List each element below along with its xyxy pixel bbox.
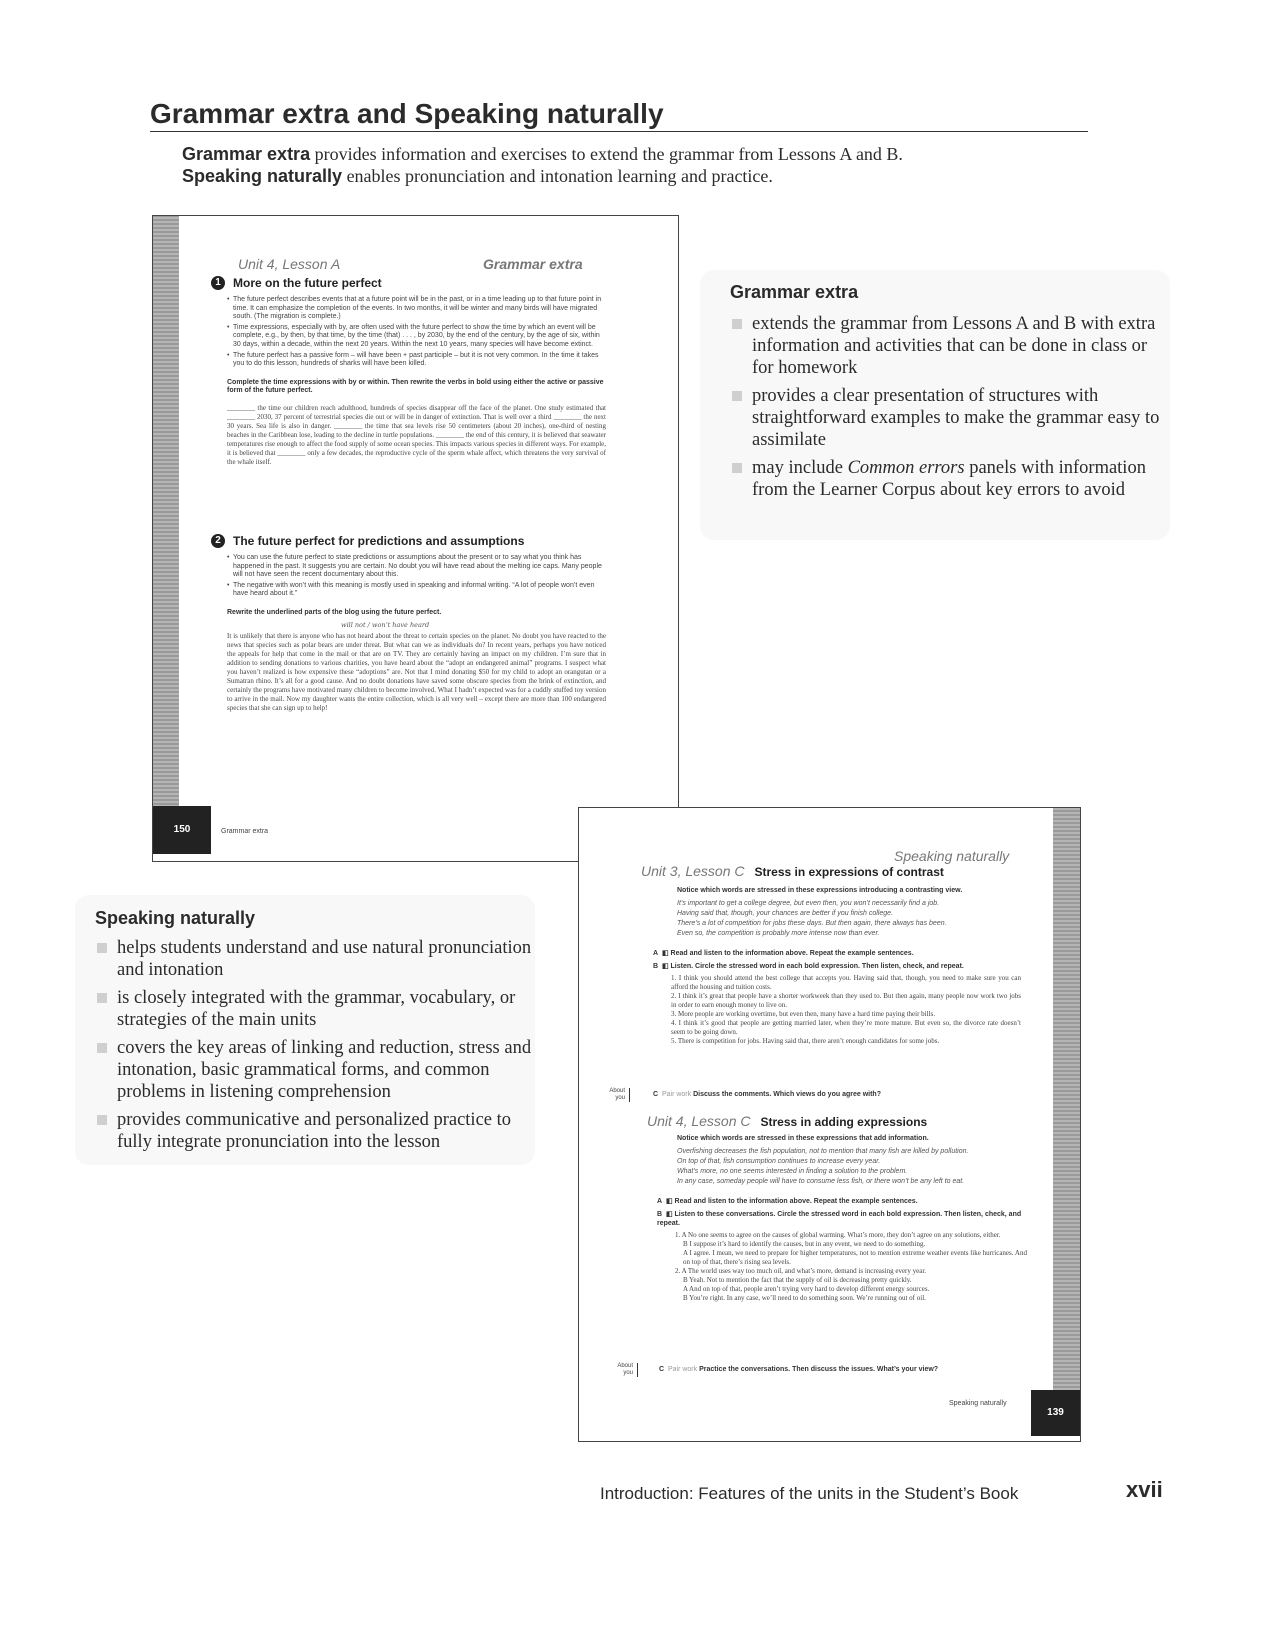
- grammar-callout-title: Grammar extra: [730, 282, 859, 302]
- speaking-lesson-1: [641, 863, 1021, 1046]
- speaking-callout-item: is closely integrated with the grammar, vocabulary, or strategies of the main units: [95, 987, 535, 1031]
- thumb-section-1-exercise: ________ the time our children reach adulthood, hundreds of species disappear off the face of the planet. One study estimated that ________ 2030, 37 percent of terrestrial species die out or will be in danger of extinction. That is well over a third ________ the next 30 years. Sea life is also in danger. ________ the time that sea levels rise 50 centimeters (about 20 inches), one-third of nesting beaches in the Caribbean lose, leading to the decline in turtle populations. ________ the end of this century, it is believed that seawater temperatures rise enough to affect the food supply of some ocean species. This impacts various species in different ways. For example, it is believed that ________ only a few decades, the reproductive cycle of the sperm whale affect, which threatens the very survival of the whale itself.: [227, 403, 606, 466]
- speaking-callout-item: provides communicative and personalized practice to fully integrate pronunciation into the lesson: [95, 1109, 535, 1153]
- audio-icon[interactable]: ◧: [665, 1197, 673, 1205]
- lesson-2-items: 1. A No one seems to agree on the causes of global warming. What’s more, they don’t agree on any solutions, either. B I suppose it’s hard to identify the causes, but in any event, we need to do something. A I agree. I mean, we need to prepare for higher temperatures, not to mention extreme weather events like hurricanes. And on top of that, there’s rising sea levels. 2. A The world uses way too much oil, and what’s more, demand is increasing every year. B Yeah. Not to mention the fact that the supply of oil is decreasing pretty quickly. A And on top of that, people aren’t trying very hard to develop different energy sources. B You’re right. In any case, we’ll need to do something soon. We’re running out of oil.: [675, 1230, 1027, 1302]
- speaking-callout-item: helps students understand and use natural pronunciation and intonation: [95, 937, 535, 981]
- thumb-section-1: [211, 276, 606, 467]
- section-number-badge: 2: [211, 534, 225, 548]
- exercise-a: A ◧ Read and listen to the information above. Repeat the example sentences.: [653, 949, 914, 957]
- thumb-section-2-heading: 2 The future perfect for predictions and assumptions: [211, 534, 606, 548]
- grammar-callout-list: [730, 313, 1160, 501]
- page-title: Grammar extra and Speaking naturally: [150, 98, 664, 129]
- handwritten-answer: will not / won’t have heard: [341, 621, 430, 630]
- exercise-a: A ◧ Read and listen to the information above. Repeat the example sentences.: [657, 1197, 918, 1205]
- thumb-section-2: [211, 534, 606, 713]
- thumb-page-number: 150: [153, 806, 211, 854]
- thumb-side-strip: [153, 216, 179, 841]
- section-number-badge: 1: [211, 276, 225, 290]
- intro-line-speaking: Speaking naturally enables pronunciation and intonation learning and practice.: [182, 166, 773, 186]
- speaking-callout: [95, 908, 535, 1159]
- audio-icon[interactable]: ◧: [665, 1210, 673, 1218]
- exercise-c: C Pair work Practice the conversations. Then discuss the issues. What’s your view?: [659, 1366, 939, 1373]
- grammar-extra-thumbnail: [152, 215, 679, 862]
- exercise-c: C Pair work Discuss the comments. Which views do you agree with?: [653, 1091, 881, 1098]
- lesson-2-instruction: Notice which words are stressed in these expressions that add information.: [677, 1135, 929, 1142]
- thumb-footer: Grammar extra: [221, 828, 269, 835]
- about-you-label: About you: [607, 1363, 638, 1377]
- audio-icon[interactable]: ◧: [661, 962, 669, 970]
- grammar-callout-item: extends the grammar from Lessons A and B with extra information and activities that can be done in class or for homework: [730, 313, 1160, 379]
- thumb-section-2-blog: It is unlikely that there is anyone who has not heard about the threat to certain species on the planet. No doubt you have reacted to the news that species such as polar bears are under threat. But what can we as individuals do? In recent years, perhaps you have noticed the appeals for help that come in the mail or that are on TV. They are certainly having an impact on my children. I’m sure that in addition to sending donations to various charities, you have heard about the “adopt an endangered animal” programs. I suspect what you haven’t realized is how expensive these “adoptions” are. Not that I mind donating $50 for my child to adopt an orangutan or a Sumatran rhino. It’s all for a good cause. And no doubt donations have saved some obscure species from the brink of extinction, and certainly the programs have motivated many children to become involved. What I hadn’t expected was for a cuddly stuffed toy version to arrive in the mail. Now my daughter wants the entire collection, which is all very well – except there are more than 100 endangered species that she can sign up to help!: [227, 632, 606, 713]
- thumb-unit-label: Unit 4, Lesson A: [238, 256, 341, 272]
- about-you-label: About you: [599, 1088, 630, 1102]
- thumb-section-1-heading: 1 More on the future perfect: [211, 276, 606, 290]
- thumb-section-label: Grammar extra: [483, 256, 583, 272]
- speaking-lesson-2: [647, 1113, 1027, 1303]
- grammar-callout: [730, 282, 1160, 507]
- thumb-section-1-instruction: Complete the time expressions with by or within. Then rewrite the verbs in bold using either the active or passive form of the future perfect.: [227, 378, 604, 395]
- thumb-footer: Speaking naturally: [949, 1400, 1007, 1407]
- thumb-section-1-bullets: • The future perfect describes events that at a future point will be in the past, or in a time leading up to that future point in time. It can emphasize the completion of the events. In two months, it will be winter and many birds will have migrated south. (The migration is complete.) • Time expressions, especially with by, are often used with the future perfect to show the time by which an event will be complete, e.g., by then, by that time, by the time (that) . . . , by 2030, by the end of the century, by the age of six, within 30 days, within a decade, within the next 20 years. Within the next 10 years, many species will have become extinct. • The future perfect has a passive form – will have been + past participle – but it is not very common. In the time it takes you to do this lesson, hundreds of sharks will have been killed.: [227, 296, 606, 369]
- thumb-page-number: 139: [1031, 1390, 1080, 1436]
- speaking-callout-list: [95, 937, 535, 1153]
- lesson-1-instruction: Notice which words are stressed in these expressions introducing a contrasting view.: [677, 887, 963, 894]
- exercise-b: B ◧ Listen. Circle the stressed word in each bold expression. Then listen, check, and repeat.: [653, 962, 964, 970]
- speaking-naturally-thumbnail: [578, 807, 1081, 1442]
- grammar-callout-item: provides a clear presentation of structures with straightforward examples to make the grammar easy to assimilate: [730, 385, 1160, 451]
- lesson-1-heading: Unit 3, Lesson C Stress in expressions of contrast: [641, 863, 944, 879]
- lesson-2-heading: Unit 4, Lesson C Stress in adding expressions: [647, 1113, 928, 1129]
- speaking-callout-item: covers the key areas of linking and reduction, stress and intonation, basic grammatical forms, and common problems in listening comprehension: [95, 1037, 535, 1103]
- grammar-callout-item: may include Common errors panels with information from the Learner Corpus about key errors to avoid: [730, 457, 1160, 501]
- audio-icon[interactable]: ◧: [661, 949, 669, 957]
- thumb-section-2-bullets: • You can use the future perfect to state predictions or assumptions about the present or to say what you think has happened in the past. It suggests you are certain. No doubt you will have read about the melting ice caps. Many people will not have seen the recent documentary about this. • The negative with won’t with this meaning is mostly used in speaking and informal writing. “A lot of people won’t even have heard about it.”: [227, 554, 606, 599]
- intro-line-grammar: Grammar extra provides information and exercises to extend the grammar from Lessons A and B.: [182, 144, 903, 164]
- lesson-1-items: 1. I think you should attend the best college that accepts you. Having said that, though, you need to make sure you can afford the housing and tuition costs. 2. I think it’s great that people have a shorter workweek than they used to. But then again, many people now work two jobs in order to earn enough money to live on. 3. More people are working overtime, but even then, many have a hard time paying their bills. 4. I think it’s good that people are getting married later, when they’re more mature. But even so, the divorce rate doesn’t seem to be going down. 5. There is competition for jobs. Having said that, there aren’t enough candidates for some jobs.: [671, 973, 1021, 1045]
- thumb-section-label: Speaking naturally: [894, 848, 1010, 864]
- page-number: xvii: [1126, 1477, 1163, 1502]
- speaking-callout-title: Speaking naturally: [95, 908, 256, 928]
- thumb-section-2-instruction: Rewrite the underlined parts of the blog using the future perfect.: [227, 608, 442, 616]
- page-footer-text: Introduction: Features of the units in the Student’s Book: [600, 1484, 1019, 1503]
- title-rule: [150, 131, 1088, 132]
- thumb-side-strip: [1053, 808, 1080, 1408]
- lesson-2-examples: Overfishing decreases the fish population, not to mention that many fish are killed by pollution. On top of that, fish consumption continues to increase every year. What’s more, no one seems interested in finding a solution to the problem. In any case, someday people will have to consume less fish, or there won’t be any left to eat.: [677, 1147, 969, 1185]
- exercise-b: B ◧ Listen to these conversations. Circle the stressed word in each bold expression. Then listen, check, and repeat.: [657, 1210, 1022, 1227]
- lesson-1-examples: It’s important to get a college degree, but even then, you won’t necessarily find a job. Having said that, though, your chances are better if you finish college. There’s a lot of competition for jobs these days. But then again, there always has been. Even so, the competition is probably more intense now than ever.: [677, 899, 947, 937]
